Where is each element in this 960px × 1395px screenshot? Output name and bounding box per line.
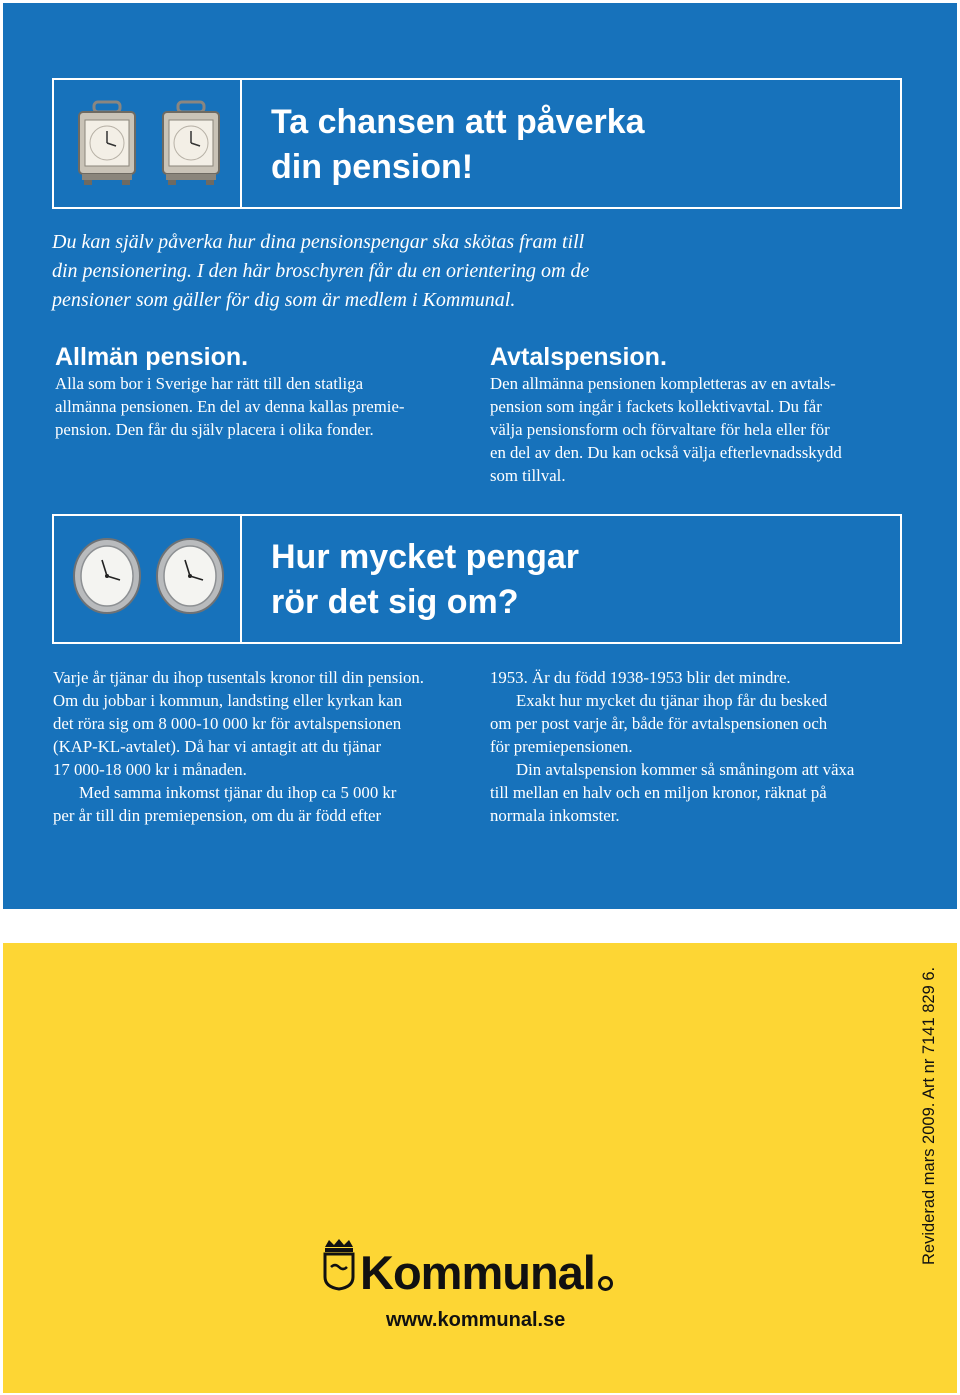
left-line-3: det röra sig om 8 000-10 000 kr för avtalspensionen [53, 714, 402, 733]
allman-pension-heading: Allmän pension. [55, 343, 249, 371]
avtal-line-5: som tillval. [490, 466, 566, 485]
right-line-6: till mellan en halv och en miljon kronor, räknat på [490, 783, 827, 802]
left-line-7: per år till din premiepension, om du är född efter [53, 806, 382, 825]
allman-line-3: pension. Den får du själv placera i olika fonder. [55, 420, 374, 439]
left-line-5: 17 000-18 000 kr i månaden. [53, 760, 247, 779]
logo-ring-icon [598, 1276, 613, 1291]
title-box-1-divider [240, 80, 242, 207]
kommunal-logo [360, 1243, 613, 1303]
avtal-line-1: Den allmänna pensionen kompletteras av en avtals- [490, 374, 836, 393]
carriage-clock-icon [76, 100, 138, 186]
main-heading-line-1: Ta chansen att påverka [271, 103, 645, 141]
left-line-1: Varje år tjänar du ihop tusentals kronor till din pension. [53, 668, 424, 687]
second-heading-line-1: Hur mycket pengar [271, 538, 579, 576]
allman-pension-text [55, 372, 455, 441]
second-heading-line-2: rör det sig om? [271, 583, 519, 621]
intro-line-1: Du kan själv påverka hur dina pensionspengar ska skötas fram till [52, 231, 585, 253]
avtalspension-text [490, 372, 930, 487]
avtal-line-3: välja pensionsform och förvaltare för hela eller för [490, 420, 830, 439]
round-clock-icon [155, 536, 225, 616]
kommunal-crest-icon [322, 1237, 356, 1291]
kommunal-logo-text: Kommunal [360, 1246, 595, 1299]
right-line-5: Din avtalspension kommer så småningom att växa [516, 760, 855, 779]
allman-line-2: allmänna pensionen. En del av denna kallas premie- [55, 397, 405, 416]
left-line-6: Med samma inkomst tjänar du ihop ca 5 000 kr [79, 783, 397, 802]
right-line-1: 1953. Är du född 1938-1953 blir det mindre. [490, 668, 791, 687]
main-heading [271, 100, 645, 190]
left-line-2: Om du jobbar i kommun, landsting eller kyrkan kan [53, 691, 403, 710]
second-heading [271, 535, 579, 625]
right-line-2: Exakt hur mycket du tjänar ihop får du besked [516, 691, 828, 710]
left-line-4: (KAP-KL-avtalet). Då har vi antagit att du tjänar [53, 737, 382, 756]
main-heading-line-2: din pension! [271, 148, 474, 186]
avtal-line-4: en del av den. Du kan också välja efterlevnadsskydd [490, 443, 842, 462]
intro-text [52, 228, 732, 315]
intro-line-3: pensioner som gäller för dig som är medlem i Kommunal. [52, 289, 516, 311]
title-box-2-divider [240, 516, 242, 642]
right-line-7: normala inkomster. [490, 806, 620, 825]
right-column-text [490, 666, 930, 827]
left-column-text [53, 666, 473, 827]
revision-note: Reviderad mars 2009. Art nr 7141 829 6. [920, 966, 938, 1265]
intro-line-2: din pensionering. I den här broschyren får du en orientering om de [52, 260, 590, 282]
right-line-3: om per post varje år, både för avtalspensionen och [490, 714, 828, 733]
avtal-line-2: pension som ingår i fackets kollektivavtal. Du får [490, 397, 822, 416]
website-link[interactable]: www.kommunal.se [386, 1309, 566, 1331]
right-line-4: för premiepensionen. [490, 737, 633, 756]
carriage-clock-icon [160, 100, 222, 186]
round-clock-icon [72, 536, 142, 616]
allman-line-1: Alla som bor i Sverige har rätt till den statliga [55, 374, 364, 393]
avtalspension-heading: Avtalspension. [490, 343, 667, 371]
